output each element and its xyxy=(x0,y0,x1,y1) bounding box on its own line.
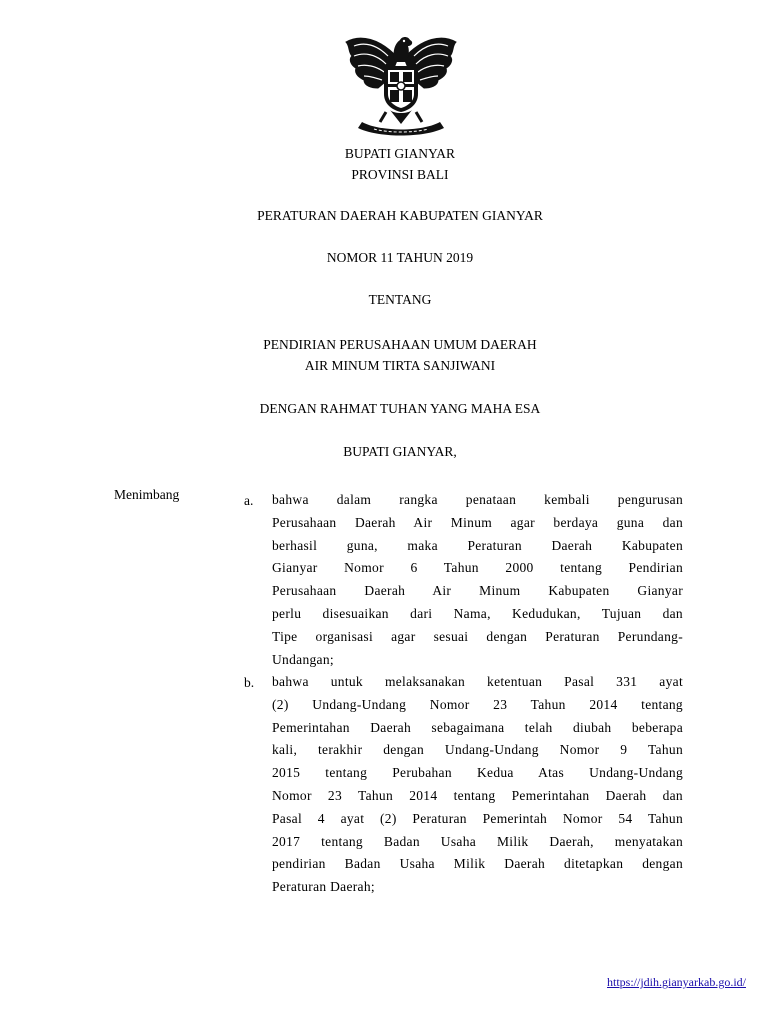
item-a-mark: a. xyxy=(244,493,254,508)
item-a-line: Perusahaan Daerah Air Minum agar berdaya guna dan xyxy=(272,514,683,530)
subject-line-1: PENDIRIAN PERUSAHAAN UMUM DAERAH xyxy=(263,337,537,352)
item-a-line: Undangan; xyxy=(272,651,334,667)
item-a-line: bahwa dalam rangka penataan kembali pengurusan xyxy=(272,492,683,507)
item-b-text xyxy=(272,671,683,899)
item-a-line: Perusahaan Daerah Air Minum Kabupaten Gianyar xyxy=(272,583,683,599)
office-title: BUPATI GIANYAR xyxy=(344,146,456,161)
item-b-line: bahwa untuk melaksanakan ketentuan Pasal 331 ayat xyxy=(272,674,683,689)
subject-line-2: AIR MINUM TIRTA SANJIWANI xyxy=(304,358,496,373)
item-a-text xyxy=(272,489,683,671)
signatory: BUPATI GIANYAR, xyxy=(343,444,457,459)
item-b-line: pendirian Badan Usaha Milik Daerah ditetapkan dengan xyxy=(272,856,683,872)
item-b-line: Pasal 4 ayat (2) Peraturan Pemerintah Nomor 54 Tahun xyxy=(272,810,683,826)
item-b-line: (2) Undang-Undang Nomor 23 Tahun 2014 tentang xyxy=(272,696,683,712)
considering-label: Menimbang xyxy=(114,487,180,502)
province-title: PROVINSI BALI xyxy=(351,167,449,182)
item-a-line: perlu disesuaikan dari Nama, Kedudukan, Tujuan dan xyxy=(272,605,683,621)
item-b-line: Nomor 23 Tahun 2014 tentang Pemerintahan Daerah dan xyxy=(272,787,683,803)
footer-jdih-link[interactable]: https://jdih.gianyarkab.go.id/ xyxy=(607,975,746,989)
invocation: DENGAN RAHMAT TUHAN YANG MAHA ESA xyxy=(259,401,541,416)
regulation-number: NOMOR 11 TAHUN 2019 xyxy=(326,250,474,265)
item-b-mark: b. xyxy=(244,675,255,690)
garuda-emblem xyxy=(340,28,462,138)
item-b-line: Peraturan Daerah; xyxy=(272,879,375,895)
about-label: TENTANG xyxy=(368,292,432,307)
item-a-line: berhasil guna, maka Peraturan Daerah Kabupaten xyxy=(272,537,683,553)
item-b-line: 2015 tentang Perubahan Kedua Atas Undang-Undang xyxy=(272,765,683,781)
item-a-line: Tipe organisasi agar sesuai dengan Peraturan Perundang- xyxy=(272,628,683,644)
item-b-line: 2017 tentang Badan Usaha Milik Daerah, menyatakan xyxy=(272,833,683,849)
item-b-line: kali, terakhir dengan Undang-Undang Nomor 9 Tahun xyxy=(272,742,683,758)
item-a-line: Gianyar Nomor 6 Tahun 2000 tentang Pendirian xyxy=(272,560,683,576)
item-b-line: Pemerintahan Daerah sebagaimana telah diubah beberapa xyxy=(272,719,683,735)
regulation-title: PERATURAN DAERAH KABUPATEN GIANYAR xyxy=(257,208,543,223)
